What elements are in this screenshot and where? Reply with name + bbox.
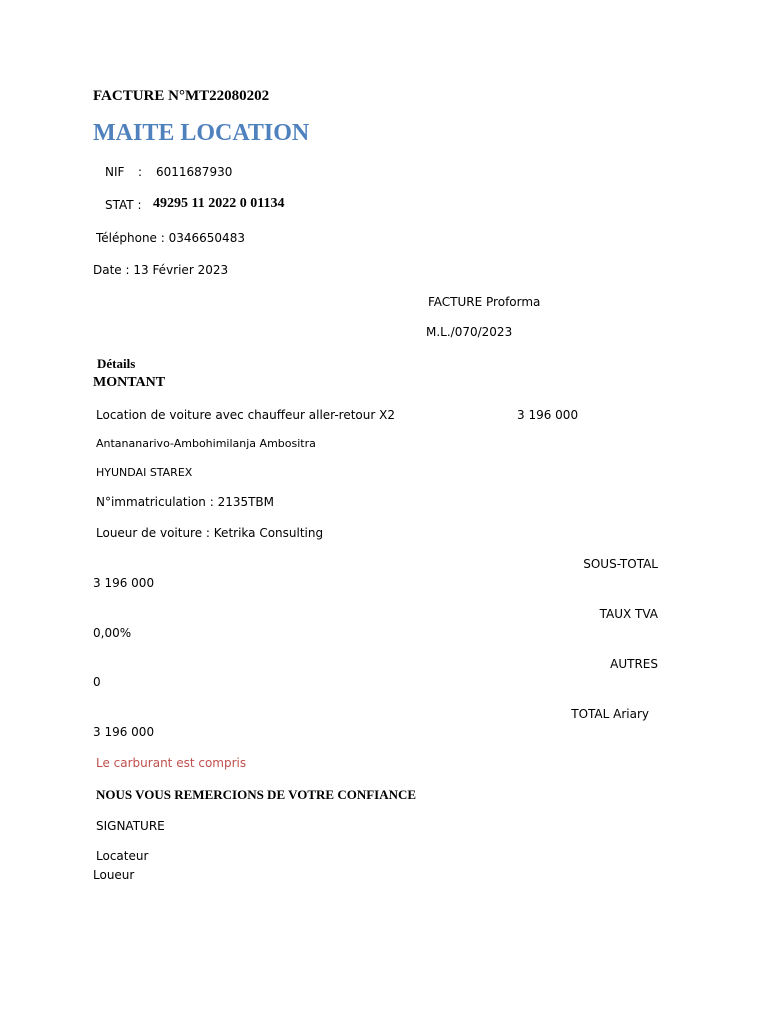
stat-label: STAT : [105, 198, 142, 212]
montant-heading: MONTANT [93, 375, 166, 390]
vehicle: HYUNDAI STAREX [96, 466, 193, 479]
loueur-label: Loueur [93, 868, 135, 882]
total-label: TOTAL Ariary [571, 707, 649, 721]
autres-label: AUTRES [610, 657, 658, 671]
subtotal-label: SOUS-TOTAL [583, 557, 658, 571]
total-value: 3 196 000 [93, 725, 155, 739]
line-item-amount: 3 196 000 [517, 408, 579, 422]
tva-value: 0,00% [93, 626, 132, 640]
nif-value: 6011687930 [156, 165, 233, 179]
registration: N°immatriculation : 2135TBM [96, 495, 275, 509]
lessor: Loueur de voiture : Ketrika Consulting [96, 526, 324, 540]
company-name: MAITE LOCATION [93, 120, 310, 146]
details-heading: Détails [97, 356, 136, 371]
invoice-number: FACTURE N°MT22080202 [93, 88, 270, 104]
thanks-message: NOUS VOUS REMERCIONS DE VOTRE CONFIANCE [96, 787, 417, 802]
nif-label: NIF [105, 165, 125, 179]
nif-separator: : [138, 165, 143, 179]
route: Antananarivo-Ambohimilanja Ambositra [96, 437, 316, 450]
proforma-reference: M.L./070/2023 [426, 325, 513, 339]
locateur-label: Locateur [96, 849, 149, 863]
telephone: Téléphone : 0346650483 [96, 231, 245, 245]
proforma-title: FACTURE Proforma [428, 295, 541, 309]
line-item-description: Location de voiture avec chauffeur aller-retour X2 [96, 408, 395, 422]
signature-heading: SIGNATURE [96, 819, 165, 833]
invoice-date: Date : 13 Février 2023 [93, 263, 229, 277]
stat-value: 49295 11 2022 0 01134 [153, 196, 285, 211]
fuel-note: Le carburant est compris [96, 756, 247, 770]
autres-value: 0 [93, 675, 101, 689]
tva-label: TAUX TVA [599, 607, 658, 621]
subtotal-value: 3 196 000 [93, 576, 155, 590]
